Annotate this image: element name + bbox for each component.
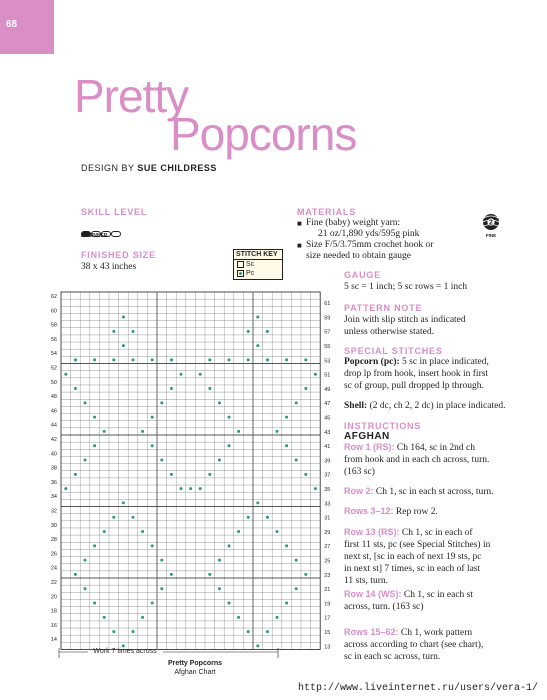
popcorn-stitch [122, 316, 125, 319]
popcorn-stitch [151, 358, 154, 361]
finished-size-heading: FINISHED SIZE [81, 250, 156, 260]
row-number-label: 50 [50, 379, 57, 386]
popcorn-stitch [112, 330, 115, 333]
popcorn-stitch [151, 444, 154, 447]
popcorn-stitch [151, 544, 154, 547]
instruction-row [344, 588, 473, 613]
row-number-label: 42 [50, 436, 57, 443]
popcorn-stitch [160, 401, 163, 404]
row-number-label: 16 [50, 622, 57, 629]
popcorn-stitch [228, 544, 231, 547]
instruction-row-label: Row 1 (RS): [344, 442, 395, 452]
repeat-label: Work 7 times across [93, 648, 157, 655]
page-number: 68 [6, 19, 18, 30]
yarn-weight-icon [480, 213, 502, 239]
row-number-label: 45 [324, 415, 331, 422]
popcorn-stitch [151, 416, 154, 419]
row-number-label: 59 [324, 315, 331, 322]
instruction-row-text: Rep row 2. [393, 507, 438, 517]
popcorn-stitch [256, 344, 259, 347]
instruction-row [344, 626, 483, 663]
row-number-label: 23 [324, 572, 331, 579]
popcorn-stitch [74, 573, 77, 576]
chart-title: Pretty Popcorns [167, 660, 223, 667]
title-line-2: Popcorns [170, 108, 357, 160]
row-number-label: 40 [50, 451, 57, 458]
popcorn-stitch [170, 358, 173, 361]
title-line-1: Pretty [74, 70, 189, 122]
instruction-row-label: Row 13 (RS): [344, 527, 400, 537]
instruction-row [344, 485, 494, 498]
gauge-heading: GAUGE [344, 270, 382, 280]
popcorn-stitch [304, 358, 307, 361]
popcorn-stitch [228, 444, 231, 447]
popcorn-stitch [247, 330, 250, 333]
instructions-heading: INSTRUCTIONS [344, 421, 422, 431]
popcorn-stitch [237, 430, 240, 433]
yarn-weight-number: 2 [489, 219, 493, 227]
popcorn-stitch [151, 602, 154, 605]
skill-level-value: BEGINNER [81, 233, 108, 239]
row-number-label: 39 [324, 458, 331, 465]
popcorn-stitch [276, 616, 279, 619]
design-by-label: DESIGN BY [81, 163, 135, 173]
popcorn-stitch [64, 487, 67, 490]
row-number-label: 17 [324, 615, 331, 622]
instruction-row-label: Row 14 (WS): [344, 589, 402, 599]
row-number-label: 62 [50, 293, 57, 300]
popcorn-stitch [295, 401, 298, 404]
popcorn-stitch [112, 630, 115, 633]
designer-name: SUE CHILDRESS [137, 163, 217, 173]
instruction-row-text: in next st] 7 times, sc in each of last [344, 564, 481, 574]
instruction-row-text: first 11 sts, pc (see Special Stitches) in [344, 540, 491, 550]
popcorn-stitch [64, 373, 67, 376]
row-number-label: 41 [324, 444, 331, 451]
popcorn-stitch [237, 616, 240, 619]
popcorn-stitch [160, 587, 163, 590]
popcorn-stitch [112, 516, 115, 519]
shell-definition: Shell: (2 dc, ch 2, 2 dc) in place indicated. [344, 401, 506, 411]
popcorn-stitch [141, 430, 144, 433]
popcorn-stitch [84, 587, 87, 590]
materials-item-2: ■ Size F/5/3.75mm crochet hook or size needed to obtain gauge [297, 240, 434, 261]
popcorn-stitch [285, 602, 288, 605]
popcorn-stitch [304, 573, 307, 576]
instruction-row-text: across according to chart (see chart), [344, 640, 484, 650]
popcorn-stitch [218, 559, 221, 562]
stitch-key-title: STITCH KEY [234, 250, 282, 260]
popcorn-stitch [256, 501, 259, 504]
popcorn-stitch [304, 473, 307, 476]
popcorn-stitch [199, 373, 202, 376]
popcorn-stitch [285, 358, 288, 361]
popcorn-stitch [256, 316, 259, 319]
pattern-note-text: Join with slip stitch as indicated unless otherwise stated. [344, 315, 466, 337]
instruction-row-text: Ch 1, work pattern [398, 628, 473, 638]
repeat-bracket [58, 648, 320, 658]
popcorn-stitch [93, 416, 96, 419]
popcorn-stitch [122, 344, 125, 347]
instruction-row-text: across, turn. (163 sc) [344, 602, 424, 612]
popcorn-stitch [74, 473, 77, 476]
popcorn-stitch [93, 544, 96, 547]
instruction-row-text: Ch 1, sc in each st [401, 590, 474, 600]
popcorn-stitch [74, 387, 77, 390]
instruction-row-text: Ch 1, sc in each st across, turn. [373, 487, 494, 497]
instruction-row [344, 505, 438, 518]
popcorn-symbol-icon [237, 270, 244, 277]
gauge-text: 5 sc = 1 inch; 5 sc rows = 1 inch [344, 282, 468, 292]
row-number-label: 51 [324, 372, 331, 379]
row-number-label: 52 [50, 365, 57, 372]
instruction-row [344, 526, 490, 587]
row-number-label: 29 [324, 529, 331, 536]
row-number-label: 22 [50, 579, 57, 586]
popcorn-stitch [160, 459, 163, 462]
instruction-row [344, 441, 489, 478]
footer-url: http://www.liveinternet.ru/users/vera-1/ [298, 683, 539, 694]
popcorn-stitch [247, 630, 250, 633]
row-number-label: 61 [324, 301, 331, 308]
row-number-label: 18 [50, 608, 57, 615]
row-number-label: 60 [50, 308, 57, 315]
popcorn-stitch [84, 401, 87, 404]
popcorn-stitch [237, 530, 240, 533]
popcorn-stitch [122, 644, 125, 647]
popcorn-stitch [122, 501, 125, 504]
instruction-row-label: Rows 15–62: [344, 627, 399, 637]
popcorn-stitch [285, 444, 288, 447]
popcorn-stitch [93, 444, 96, 447]
row-number-label: 55 [324, 344, 331, 350]
chart-subtitle: Afghan Chart [174, 669, 216, 676]
popcorn-stitch [266, 330, 269, 333]
popcorn-stitch [266, 630, 269, 633]
row-number-label: 13 [324, 644, 331, 651]
popcorn-stitch [170, 387, 173, 390]
row-number-label: 24 [50, 565, 57, 572]
popcorn-stitch [295, 587, 298, 590]
designer-credit [81, 163, 217, 173]
row-number-label: 21 [324, 587, 331, 594]
popcorn-stitch [247, 516, 250, 519]
popcorn-stitch [295, 459, 298, 462]
stitch-key-sc: Sc [234, 260, 282, 269]
row-number-label: 54 [50, 351, 57, 358]
row-number-label: 56 [50, 336, 57, 343]
popcorn-stitch [304, 387, 307, 390]
popcorn-stitch [84, 459, 87, 462]
popcorn-stitch [208, 387, 211, 390]
popcorn-stitch [132, 358, 135, 361]
popcorn-stitch [170, 473, 173, 476]
popcorn-stitch [103, 616, 106, 619]
popcorn-stitch [256, 644, 259, 647]
popcorn-stitch [74, 358, 77, 361]
row-number-label: 43 [324, 429, 331, 436]
row-number-label: 19 [324, 601, 331, 608]
popcorn-stitch [208, 358, 211, 361]
row-number-label: 28 [50, 537, 57, 544]
popcorn-stitch [170, 573, 173, 576]
afghan-chart [43, 287, 335, 673]
instruction-row-text: from hook and in each ch across, turn. [344, 455, 490, 465]
special-stitches-heading: SPECIAL STITCHES [344, 346, 443, 356]
pattern-note-heading: PATTERN NOTE [344, 303, 423, 313]
instruction-row-text: Ch 1, sc in each of [399, 528, 473, 538]
popcorn-stitch [247, 358, 250, 361]
popcorn-stitch [132, 330, 135, 333]
instruction-row-label: Row 2: [344, 486, 374, 496]
stitch-key-pc: Pc [234, 269, 282, 278]
popcorn-stitch [208, 473, 211, 476]
row-number-label: 47 [324, 401, 331, 408]
row-number-label: 34 [50, 494, 57, 501]
popcorn-stitch [112, 358, 115, 361]
row-number-label: 57 [324, 329, 331, 336]
stitch-key [233, 249, 283, 280]
row-number-label: 32 [50, 508, 57, 515]
row-number-label: 30 [50, 522, 57, 529]
popcorn-stitch [93, 358, 96, 361]
popcorn-stitch [132, 516, 135, 519]
popcorn-definition: Popcorn (pc): 5 sc in place indicated, drop lp from hook, insert hook in first sc of group, pull dropped lp through. [344, 357, 489, 391]
afghan-subheading: AFGHAN [344, 431, 390, 442]
popcorn-stitch [276, 530, 279, 533]
popcorn-stitch [266, 358, 269, 361]
materials-item-1: ■ Fine (baby) weight yarn: 21 oz/1,890 yds/595g pink [297, 218, 420, 239]
materials-heading: MATERIALS [297, 207, 357, 217]
popcorn-stitch [266, 516, 269, 519]
popcorn-stitch [141, 530, 144, 533]
popcorn-stitch [285, 544, 288, 547]
sc-symbol-icon [237, 261, 244, 268]
popcorn-stitch [103, 530, 106, 533]
popcorn-stitch [132, 630, 135, 633]
row-number-label: 27 [324, 544, 331, 551]
page-number-tab [0, 0, 54, 54]
row-number-label: 46 [50, 408, 57, 415]
yarn-weight-label: FINE [485, 233, 497, 238]
row-number-label: 53 [324, 358, 331, 365]
row-number-label: 31 [324, 515, 331, 522]
finished-size-value: 38 x 43 inches [81, 262, 137, 272]
instruction-row-text: next st, [sc in each of next 19 sts, pc [344, 552, 482, 562]
popcorn-stitch [189, 487, 192, 490]
row-number-label: 38 [50, 465, 57, 472]
instruction-row-label: Rows 3–12: [344, 506, 394, 516]
row-number-label: 48 [50, 394, 57, 401]
popcorn-stitch [228, 602, 231, 605]
popcorn-stitch [314, 487, 317, 490]
instruction-row-text: Ch 164, sc in 2nd ch [394, 443, 475, 453]
popcorn-stitch [314, 373, 317, 376]
popcorn-stitch [141, 616, 144, 619]
instruction-row-text: (163 sc) [344, 467, 375, 477]
row-number-label: 15 [324, 630, 331, 636]
popcorn-stitch [160, 559, 163, 562]
popcorn-stitch [84, 559, 87, 562]
popcorn-stitch [180, 487, 183, 490]
skill-level-heading: SKILL LEVEL [81, 207, 148, 217]
row-number-label: 37 [324, 472, 331, 479]
row-number-label: 36 [50, 479, 57, 486]
popcorn-stitch [228, 416, 231, 419]
row-number-label: 20 [50, 594, 57, 601]
row-number-label: 58 [50, 322, 57, 329]
row-number-label: 14 [50, 637, 57, 644]
popcorn-stitch [180, 373, 183, 376]
row-number-label: 26 [50, 551, 57, 558]
popcorn-stitch [208, 573, 211, 576]
popcorn-stitch [276, 430, 279, 433]
popcorn-stitch [103, 430, 106, 433]
instruction-row-text: 11 sts, turn. [344, 576, 388, 586]
popcorn-stitch [93, 602, 96, 605]
row-number-label: 35 [324, 487, 331, 493]
row-number-label: 33 [324, 501, 331, 508]
popcorn-stitch [295, 559, 298, 562]
instruction-row-text: sc in each sc across, turn. [344, 652, 441, 662]
popcorn-stitch [218, 459, 221, 462]
popcorn-stitch [218, 401, 221, 404]
row-number-label: 44 [50, 422, 57, 429]
popcorn-stitch [218, 587, 221, 590]
skill-level-meter [81, 224, 125, 231]
popcorn-stitch [199, 487, 202, 490]
popcorn-stitch [228, 358, 231, 361]
row-number-label: 49 [324, 386, 331, 393]
popcorn-stitch [285, 416, 288, 419]
row-number-label: 25 [324, 558, 331, 565]
